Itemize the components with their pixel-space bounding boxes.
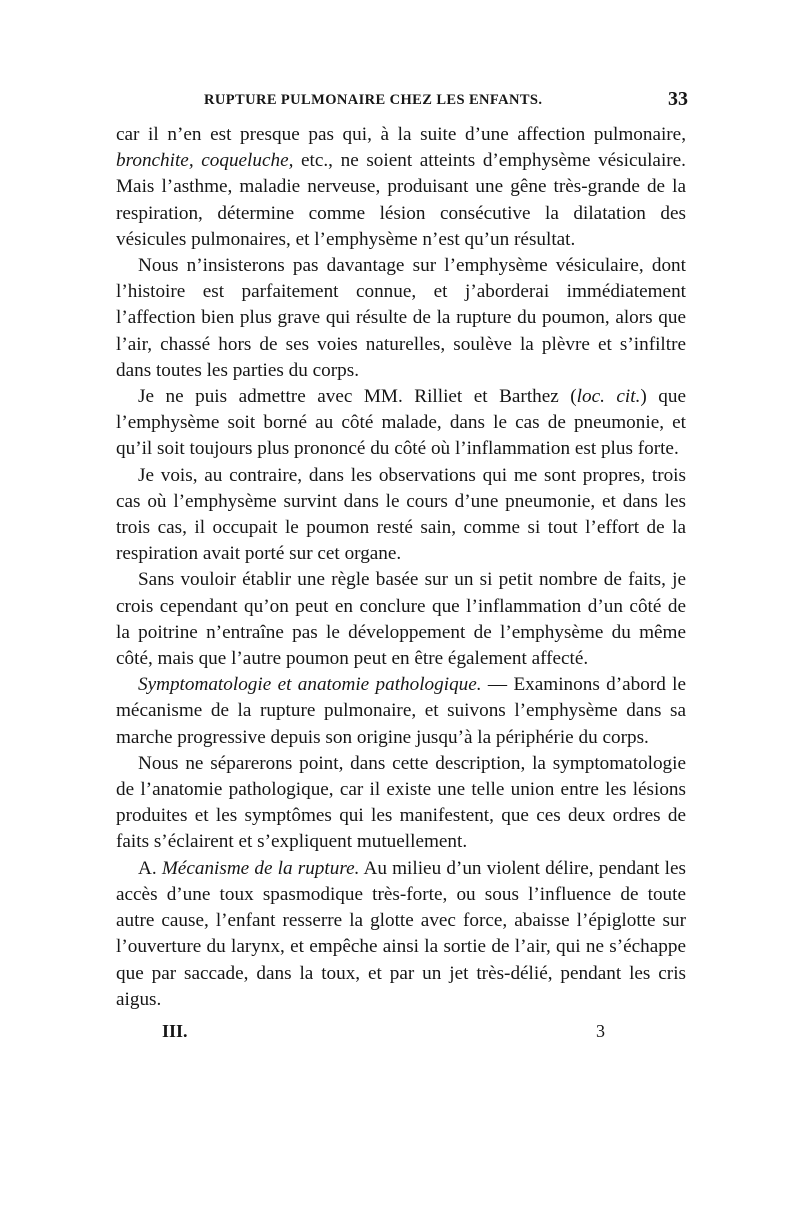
text-run: ) que l’emphysème soit borné au côté malade, dans le cas de pneumonie, et qu’il soit toujours plus prononcé du côté où l’inflammation est plus forte. [116, 386, 686, 460]
text-run: Nous n’insisterons pas davantage sur l’emphysème vésiculaire, dont l’histoire est parfaitement connue, et j’aborderai immédiatement l’affection bien plus grave qui résulte de la rupture du poumon, alors que l’air, chassé hors de ses voies naturelles, soulève la plèvre et s’infiltre dans toutes les parties du corps. [116, 255, 686, 381]
running-header [116, 88, 688, 122]
text-run: car il n’en est presque pas qui, à la suite d’une affection pulmonaire, [116, 124, 686, 145]
text-run: Au milieu d’un violent délire, pendant les accès d’une toux spasmodique très-forte, ou sous l’influence de toute autre cause, l’enfant resserre la glotte avec force, abaisse l’épiglotte sur l’ouverture du larynx, et empêche ainsi la sortie de l’air, qui ne s’échappe que par saccade, dans la toux, et par un jet très-délié, pendant les cris aigus. [116, 857, 686, 1010]
text-run: Je ne puis admettre avec MM. Rilliet et Barthez ( [138, 386, 577, 408]
italic-text: Symptomatologie et anatomie pathologique. [138, 674, 482, 696]
signature-mark: III. [162, 1020, 188, 1041]
signature-number: 3 [596, 1020, 605, 1041]
paragraph [116, 122, 686, 253]
paragraph [116, 567, 686, 672]
text-run: A. [138, 857, 162, 879]
paragraph [116, 856, 686, 1013]
text-run: Sans vouloir établir une règle basée sur un si petit nombre de faits, je crois cependant qu’on peut en conclure que l’inflammation d’un côté de la poitrine n’entraîne pas le développement de l’emphysème du même côté, mais que l’autre poumon peut en être également affecté. [116, 569, 686, 670]
body-text [116, 122, 686, 1013]
page-footer [116, 1021, 686, 1051]
italic-text: bronchite, coqueluche, [116, 150, 294, 172]
italic-text: loc. cit. [576, 386, 641, 408]
running-title: RUPTURE PULMONAIRE CHEZ LES ENFANTS. [204, 92, 543, 108]
paragraph [116, 253, 686, 384]
text-run: — Examinons d’abord le mécanisme de la rupture pulmonaire, et suivons l’emphysème dans sa marche progressive depuis son origine jusqu’à la périphérie du corps. [116, 674, 686, 748]
text-run: Nous ne séparerons point, dans cette description, la symptomatologie de l’anatomie pathologique, car il existe une telle union entre les lésions produites et les symptômes qui les manifestent, que ces deux ordres de faits s’éclairent et s’expliquent mutuellement. [116, 752, 686, 853]
paragraph [116, 751, 686, 856]
paragraph [116, 384, 686, 463]
text-run: Je vois, au contraire, dans les observations qui me sont propres, trois cas où l’emphysème survint dans le cours d’une pneumonie, et dans les trois cas, il occupait le poumon resté sain, comme si tout l’effort de la respiration avait porté sur cet organe. [116, 464, 686, 565]
text-run: etc., ne soient atteints d’emphysème vésiculaire. Mais l’asthme, maladie nerveuse, produisant une gêne très-grande de la respiration, détermine comme lésion consécutive la dilatation des vésicules pulmonaires, et l’emphysème n’est qu’un résultat. [116, 150, 686, 250]
italic-text: Mécanisme de la rupture. [161, 857, 360, 879]
paragraph [116, 463, 686, 568]
book-page [116, 88, 688, 1051]
paragraph [116, 672, 686, 751]
page-number: 33 [668, 88, 688, 110]
